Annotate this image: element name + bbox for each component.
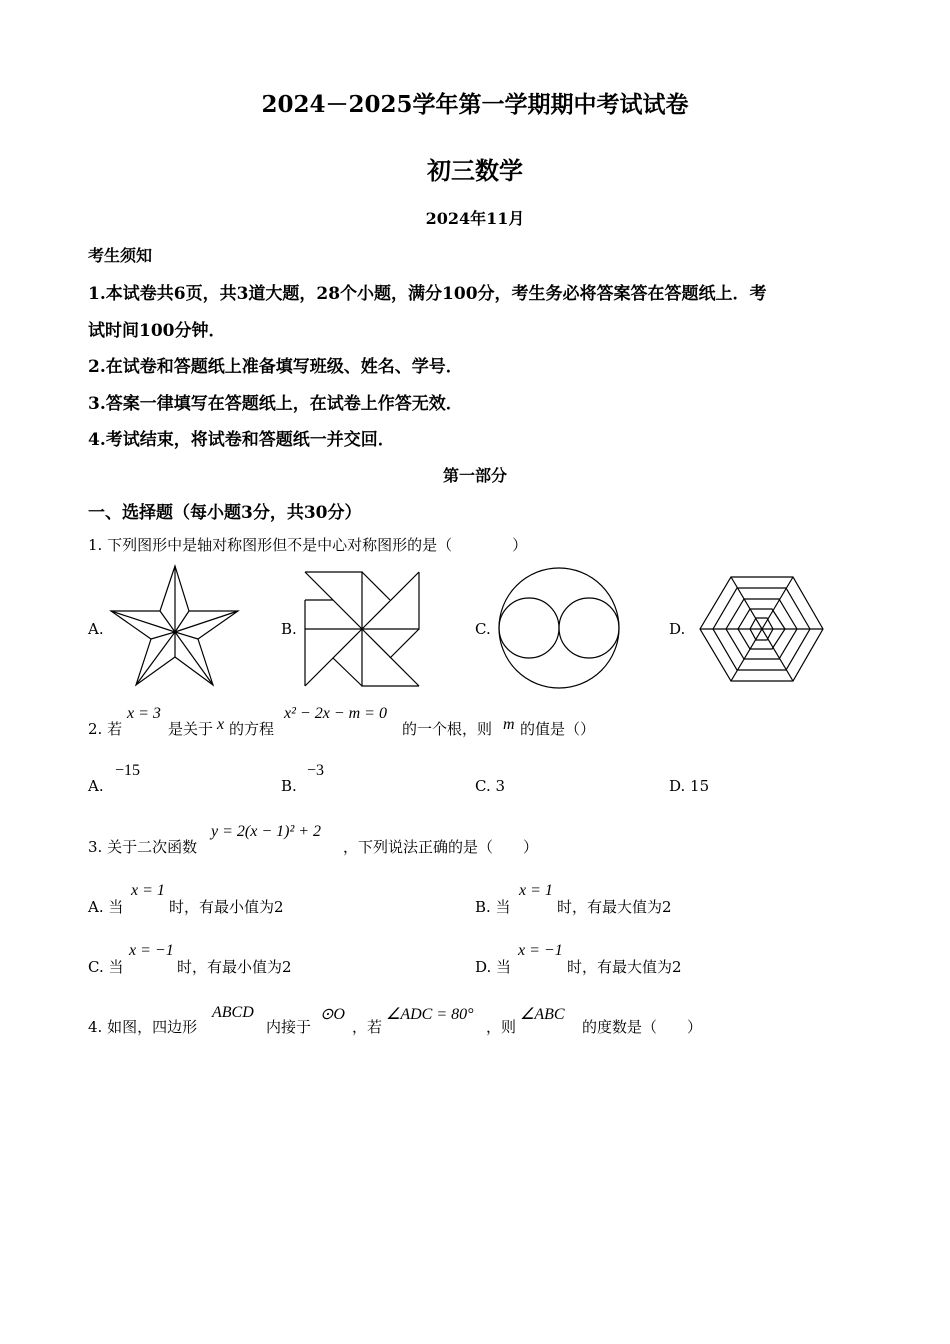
q3-option-b-label: B. 当 (475, 898, 511, 916)
q2-tail: 的一个根，则 (402, 720, 493, 738)
q2-option-d: D. 15 (669, 777, 710, 795)
q3-option-c-label: C. 当 (88, 958, 124, 976)
q4-mid3: ，则 (486, 1018, 517, 1036)
q3-option-a-label: A. 当 (88, 898, 124, 916)
q2-option-c: C. 3 (475, 777, 506, 795)
notice-line-1b: 试时间100分钟． (88, 321, 226, 341)
q3-option-a-tail: 时，有最小值为2 (169, 898, 284, 916)
q2-equation: x² − 2x − m = 0 (284, 705, 387, 722)
q4-angle-abc: ∠ABC (520, 1006, 565, 1023)
q4-circle: ⊙O (320, 1006, 345, 1023)
q4-mid2: ，若 (352, 1018, 383, 1036)
notice-line-1a: 1.本试卷共6页，共3道大题，28个小题，满分100分，考生务必将答案答在答题纸上．考 (88, 284, 767, 304)
q3-option-b-expr: x = 1 (519, 882, 553, 899)
q2-option-a-label: A. (88, 777, 104, 795)
q4-prefix: 4. 如图，四边形 (88, 1018, 198, 1036)
q4-angle-adc: ∠ADC = 80° (386, 1006, 474, 1023)
q1-option-d-label: D. (669, 620, 686, 638)
q2-expr-x: x = 3 (127, 705, 161, 722)
q3-option-d-expr: x = −1 (518, 942, 563, 959)
q2-option-b-label: B. (281, 777, 297, 795)
subject-title: 初三数学 (427, 156, 523, 185)
q3-function: y = 2(x − 1)² + 2 (211, 823, 322, 840)
q4-mid: 内接于 (266, 1018, 312, 1036)
q2-mid2: 的方程 (229, 720, 275, 738)
q3-option-a-expr: x = 1 (131, 882, 165, 899)
notice-line-2: 2.在试卷和答题纸上准备填写班级、姓名、学号． (88, 357, 463, 377)
part-heading: 第一部分 (442, 466, 507, 485)
notice-heading: 考生须知 (88, 246, 153, 265)
exam-title: 2024－2025学年第一学期期中考试试卷 (261, 91, 689, 118)
q3-prefix: 3. 关于二次函数 (88, 838, 198, 856)
notice-line-4: 4.考试结束，将试卷和答题纸一并交回． (88, 430, 395, 450)
notice-line-3: 3.答案一律填写在答题纸上，在试卷上作答无效． (88, 394, 463, 414)
section-heading: 一、选择题（每小题3分，共30分） (88, 503, 362, 523)
q1-option-a-label: A. (88, 620, 104, 638)
q3-option-d-tail: 时，有最大值为2 (567, 958, 682, 976)
q4-quadrilateral: ABCD (212, 1004, 254, 1021)
q2-option-b-value: −3 (307, 762, 325, 779)
q2-tail2: 的值是（） (520, 720, 596, 738)
q2-var-x: x (217, 716, 225, 733)
q2-option-a-value: −15 (115, 762, 141, 779)
q3-tail: ，下列说法正确的是（ ） (343, 838, 539, 856)
q1-stem: 1. 下列图形中是轴对称图形但不是中心对称图形的是（ ） (88, 536, 528, 554)
exam-date: 2024年11月 (425, 209, 525, 228)
q1-option-b-label: B. (281, 620, 297, 638)
q3-option-b-tail: 时，有最大值为2 (557, 898, 672, 916)
q2-mid: 是关于 (168, 720, 214, 738)
q4-tail: 的度数是（ ） (582, 1018, 703, 1036)
q3-option-c-expr: x = −1 (129, 942, 174, 959)
q3-option-d-label: D. 当 (475, 958, 512, 976)
q2-prefix: 2. 若 (88, 720, 123, 738)
q2-var-m: m (503, 716, 515, 733)
q3-option-c-tail: 时，有最小值为2 (177, 958, 292, 976)
q1-option-c-label: C. (475, 620, 491, 638)
